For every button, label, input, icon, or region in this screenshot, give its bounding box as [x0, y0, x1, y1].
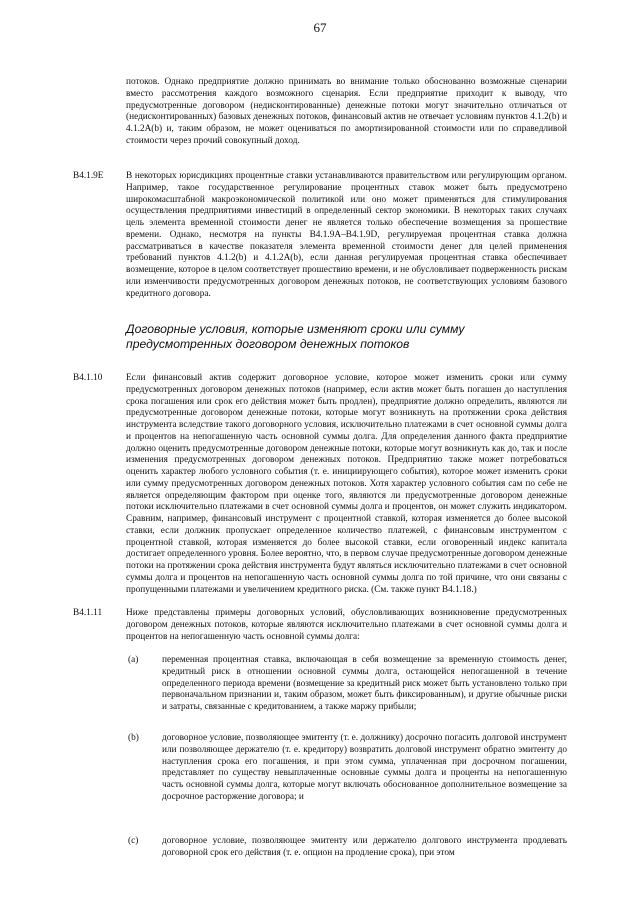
- paragraph-b4-1-10: [126, 373, 567, 596]
- section-heading: Договорные условия, которые изменяют сроки или сумму предусмотренных договором денежных потоков: [126, 322, 465, 351]
- paragraph-b4-1-9e: [126, 171, 567, 300]
- paragraph-text: Если финансовый актив содержит договорное условие, которое может изменить сроки или сумму предусмотренных договором денежных потоков (например, если актив может быть погашен до наступления срока погашения или срок его действия может быть продлен), предприятие должно определить, являются ли предусмотренные договором денежные потоки, которые могут возникнуть на протяжении срока действия инструмента вследствие такого договорного условия, исключительно платежами в счет основной суммы долга и процентов на непогашенную часть основной суммы долга. Для определения данного факта предприятие должно оценить предусмотренные договором денежные потоки, которые могут возникнуть как до, так и после изменения предусмотренных договором денежных потоков. Предприятию также может потребоваться оценить характер любого условного события (т. е. инициирующего события), которое может изменить сроки или сумму предусмотренных договором денежных потоков. Хотя характер условного события сам по себе не является определяющим фактором при оценке того, являются ли предусмотренные договором денежные потоки исключительно платежами в счет основной суммы долга и процентов, он может служить индикатором. Сравним, например, финансовый инструмент с процентной ставкой, которая изменяется до более высокой ставки, если должник пропускает определенное количество платежей, с финансовым инструментом с процентной ставкой, которая изменяется до более высокой ставки, если оговоренный индекс капитала достигает определенного уровня. Более вероятно, что, в первом случае предусмотренные договором денежные потоки на протяжении срока действия инструмента будут являться исключительно платежами в счет основной суммы долга и процентов на непогашенную часть основной суммы долга по той причине, что они связаны с пропущенными платежами и увеличением кредитного риска. (См. также пункт B4.1.18.): [126, 373, 567, 595]
- list-item: [162, 733, 567, 804]
- continuation-text: потоков. Однако предприятие должно принимать во внимание только обоснованно возможные сценарии вместо рассмотрения каждого возможного сценария. Если предприятие приходит к выводу, что предусмотренные договором (недисконтированные) денежные потоки могут значительно отличаться от (недисконтированных) базовых денежных потоков, финансовый актив не отвечает условиям пунктов 4.1.2(b) и 4.1.2A(b) и, таким образом, не может оцениваться по амортизированной стоимости или по справедливой стоимости через прочий совокупный доход.: [126, 77, 567, 146]
- list-item-text: переменная процентная ставка, включающая в себя возмещение за временную стоимость денег, кредитный риск в отношении основной суммы долга, остающейся непогашенной в течение определенного периода времени (возмещение за кредитный риск может быть установлено только при первоначальном признании и, таким образом, может быть фиксированным), и другие обычные риски и затраты, связанные с кредитованием, а также маржу прибыли;: [162, 655, 567, 712]
- paragraph-text: В некоторых юрисдикциях процентные ставки устанавливаются правительством или регулирующим органом. Например, такое государственное регулирование процентных ставок может быть предусмотрено широкомасштабной макроэкономической политикой или оно может применяться для стимулирования осуществления предприятиями инвестиций в определенный сектор экономики. В некоторых таких случаях цель элемента временной стоимости денег не является только обеспечение возмещения за прошествие времени. Однако, несмотря на пункты B4.1.9A–B4.1.9D, регулируемая процентная ставка должна рассматриваться в качестве показателя элемента временной стоимости денег для целей применения требований пунктов 4.1.2(b) и 4.1.2A(b), если данная регулируемая процентная ставка обеспечивает возмещение, которое в целом соответствует прошествию времени, и не обусловливает подверженность рискам или изменчивости предусмотренных договором денежных потоков, не соответствующих условиям базового кредитного договора.: [126, 171, 567, 299]
- list-item-label: (a): [128, 655, 139, 665]
- list-item: [162, 655, 567, 714]
- paragraph-text: Ниже представлены примеры договорных условий, обусловливающих возникновение предусмотренных договором денежных потоков, которые являются исключительно платежами в счет основной суммы долга и процентов на непогашенную часть основной суммы долга:: [126, 608, 567, 642]
- list-item: [162, 836, 567, 860]
- paragraph-label-b4-1-10: B4.1.10: [73, 373, 103, 383]
- list-item-text: договорное условие, позволяющее эмитенту или держателю долгового инструмента продлевать договорной срок его действия (т. е. опцион на продление срока), при этом: [162, 836, 567, 858]
- list-item-text: договорное условие, позволяющее эмитенту (т. е. должнику) досрочно погасить долговой инструмент или позволяющее держателю (т. е. кредитору) возвратить долговой инструмент обратно эмитенту до наступления срока его погашения, и при этом сумма, уплаченная при досрочном погашении, представляет по существу невыплаченные основные суммы долга и проценты на непогашенную часть основной суммы долга, которые могут включать обоснованное дополнительное возмещение за досрочное расторжение договора; и: [162, 733, 567, 802]
- continuation-paragraph: [126, 77, 567, 148]
- paragraph-label-b4-1-9e: B4.1.9E: [73, 171, 104, 181]
- paragraph-b4-1-11: [126, 608, 567, 643]
- list-item-label: (c): [128, 836, 139, 846]
- paragraph-label-b4-1-11: B4.1.11: [73, 608, 103, 618]
- list-item-label: (b): [128, 733, 139, 743]
- page-number: 67: [313, 20, 327, 35]
